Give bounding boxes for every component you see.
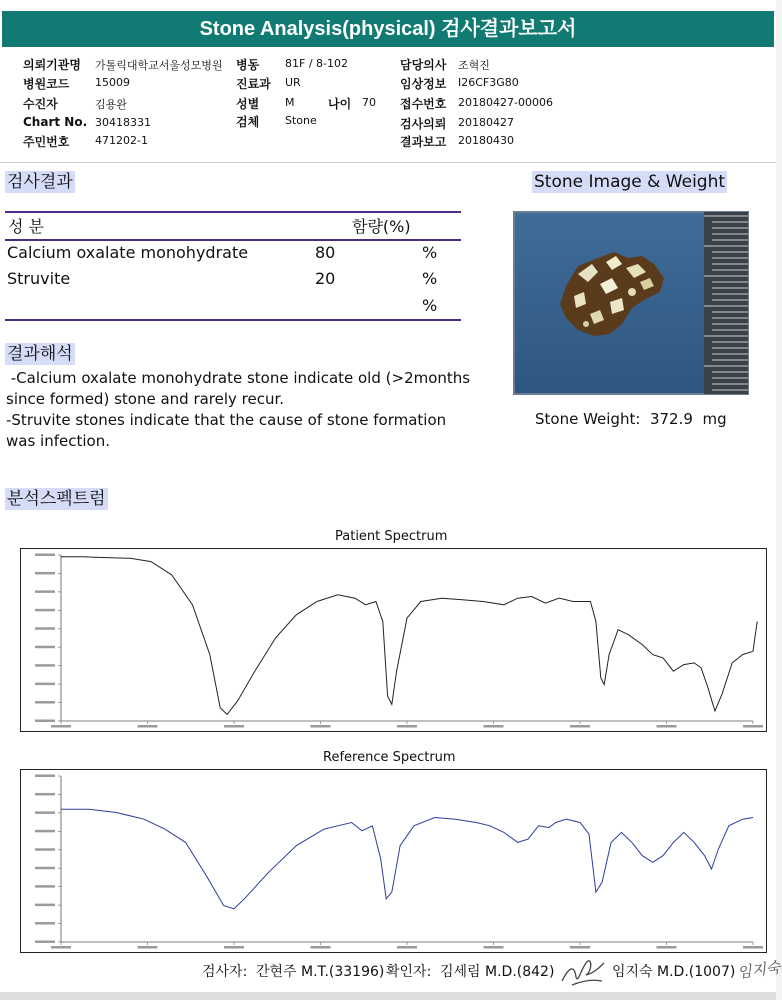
chart-no-label: Chart No. — [23, 115, 88, 129]
y-tick-label — [35, 941, 55, 944]
results-section-title: 검사결과 — [7, 172, 73, 192]
patient-spectrum-chart — [20, 548, 767, 732]
stone-section-title: Stone Image & Weight — [534, 172, 726, 192]
y-tick-label — [35, 646, 55, 649]
y-tick-label — [35, 701, 55, 704]
x-tick-label — [138, 946, 158, 949]
patient-value: 김용완 — [95, 98, 127, 111]
spectrum-axes — [61, 776, 753, 942]
spectrum-line — [61, 557, 757, 715]
patient-spectrum-plot — [21, 549, 766, 731]
age-label: 나이 — [328, 97, 352, 111]
specimen-label: 검체 — [236, 115, 260, 129]
interpretation-section-title: 결과해석 — [7, 344, 73, 364]
chart-no-value: 30418331 — [95, 116, 151, 129]
patient-label: 수진자 — [23, 97, 58, 111]
y-tick-label — [35, 590, 55, 593]
component-name: Calcium oxalate monohydrate — [7, 243, 249, 262]
x-tick-label — [224, 946, 244, 949]
ward-value: 81F / 8-102 — [285, 57, 348, 70]
hospital-code-value: 15009 — [95, 76, 130, 89]
component-column-header: 성 분 — [8, 217, 44, 236]
doctor-value: 조혁진 — [458, 59, 490, 72]
results-header-rule — [5, 239, 461, 241]
y-tick-label — [35, 609, 55, 612]
confirmer-name: 김세림 M.D.(842) — [440, 964, 555, 980]
ruler-icon — [704, 212, 748, 394]
stone-weight-label: Stone Weight: — [535, 410, 641, 428]
x-tick-label — [224, 725, 244, 728]
sex-label: 성별 — [236, 97, 260, 111]
y-tick-label — [35, 572, 55, 575]
hospital-code-label: 병원코드 — [23, 77, 70, 91]
x-tick-label — [484, 946, 504, 949]
results-bottom-rule — [5, 319, 461, 321]
sex-value: M — [285, 96, 295, 109]
request-date-value: 20180427 — [458, 116, 514, 129]
x-tick-label — [484, 725, 504, 728]
stone-photo — [514, 212, 748, 394]
patient-spectrum-title: Patient Spectrum — [335, 529, 448, 544]
results-top-rule — [5, 211, 461, 213]
receipt-no-label: 접수번호 — [400, 97, 447, 111]
x-tick-label — [397, 946, 417, 949]
y-tick-label — [35, 904, 55, 907]
reference-spectrum-plot — [21, 770, 766, 952]
x-tick-label — [311, 725, 331, 728]
x-tick-label — [657, 725, 677, 728]
x-tick-label — [51, 725, 71, 728]
spectrum-line — [61, 809, 753, 909]
department-label: 진료과 — [236, 77, 271, 91]
interpretation-line: since formed) stone and rarely recur. — [6, 390, 285, 408]
x-tick-label — [138, 725, 158, 728]
report-date-value: 20180430 — [458, 134, 514, 147]
clinical-info-value: I26CF3G80 — [458, 76, 519, 89]
content-column-header: 함량(%) — [352, 217, 411, 236]
report-date-label: 결과보고 — [400, 135, 447, 149]
y-tick-label — [35, 627, 55, 630]
second-confirmer-name: 임지숙 M.D.(1007) — [612, 964, 736, 980]
y-tick-label — [35, 554, 55, 557]
reference-spectrum-chart — [20, 769, 767, 953]
spectrum-section-title: 분석스펙트럼 — [7, 489, 106, 509]
report-title: Stone Analysis(physical) 검사결과보고서 — [2, 11, 774, 47]
x-tick-label — [570, 946, 590, 949]
clinical-info-label: 임상정보 — [400, 77, 447, 91]
resident-no-value: 471202-1 — [95, 134, 148, 147]
interpretation-line: was infection. — [6, 432, 110, 450]
y-tick-label — [35, 683, 55, 686]
y-tick-label — [35, 793, 55, 796]
interpretation-line: -Calcium oxalate monohydrate stone indicate old (>2months — [6, 369, 471, 387]
y-tick-label — [35, 775, 55, 778]
y-tick-label — [35, 720, 55, 723]
x-tick-label — [51, 946, 71, 949]
component-unit: % — [422, 269, 438, 288]
component-value: 80 — [315, 243, 336, 262]
request-date-label: 검사의뢰 — [400, 117, 447, 131]
x-tick-label — [570, 725, 590, 728]
signature-mark-1 — [558, 955, 608, 989]
ward-label: 병동 — [236, 58, 260, 72]
specimen-value: Stone — [285, 114, 317, 127]
signature-mark-2: 임지숙 — [736, 958, 782, 982]
x-tick-label — [743, 725, 763, 728]
interpretation-line: -Struvite stones indicate that the cause of stone formation — [6, 411, 447, 429]
receipt-no-value: 20180427-00006 — [458, 96, 553, 109]
spectrum-axes — [61, 555, 753, 721]
department-value: UR — [285, 76, 301, 89]
y-tick-label — [35, 830, 55, 833]
inspector-label: 검사자: — [202, 964, 248, 980]
doctor-label: 담당의사 — [400, 58, 447, 72]
x-tick-label — [397, 725, 417, 728]
institution-label: 의뢰기관명 — [23, 58, 81, 72]
inspector-name: 간현주 M.T.(33196) — [256, 964, 385, 980]
component-unit: % — [422, 296, 438, 315]
age-value: 70 — [362, 96, 376, 109]
x-tick-label — [311, 946, 331, 949]
y-tick-label — [35, 664, 55, 667]
confirmer-label: 확인자: — [386, 964, 432, 980]
x-tick-label — [743, 946, 763, 949]
stone-weight — [535, 410, 727, 428]
y-tick-label — [35, 811, 55, 814]
resident-no-label: 주민번호 — [23, 135, 70, 149]
patient-info-header — [0, 50, 776, 163]
stone-weight-value: 372.9 — [649, 410, 693, 428]
y-tick-label — [35, 848, 55, 851]
component-name: Struvite — [7, 269, 71, 288]
component-unit: % — [422, 243, 438, 262]
interpretation-text — [6, 368, 506, 452]
institution-value: 가톨릭대학교서울성모병원 — [95, 59, 223, 72]
page-bottom-bar — [0, 992, 776, 1000]
x-tick-label — [657, 946, 677, 949]
signature-footer — [0, 955, 782, 995]
y-tick-label — [35, 867, 55, 870]
component-value: 20 — [315, 269, 336, 288]
y-tick-label — [35, 922, 55, 925]
y-tick-label — [35, 885, 55, 888]
reference-spectrum-title: Reference Spectrum — [323, 750, 456, 765]
stone-weight-unit: mg — [702, 410, 727, 428]
